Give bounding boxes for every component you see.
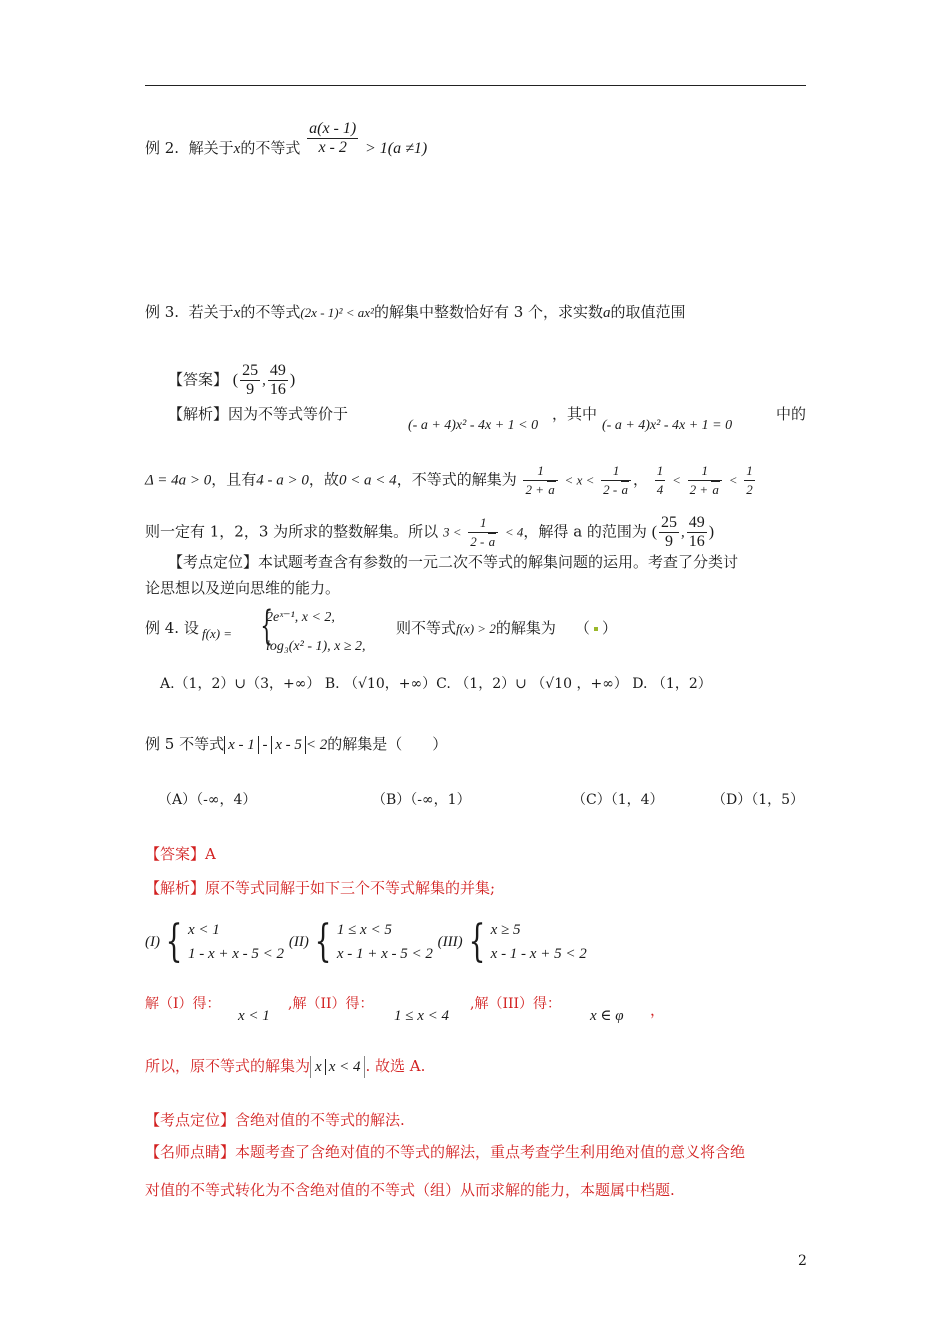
kaodian-label: 【考点定位】 (168, 553, 259, 571)
ex3-analysis2c: 4 - a > 0 (256, 472, 309, 489)
answer-n2: 49 (269, 362, 286, 379)
conclusion-choice: . 故选 A. (365, 1057, 426, 1075)
example-4-label: 例 4. 设 (145, 619, 199, 637)
sol-frac-5: $\frac{1}{2}$ (746, 463, 753, 497)
delta-expr: Δ = 4a > 0 (145, 472, 212, 489)
ex3-answer: 【答案】 ( $\frac{25}{9}$ , $\frac{49}{16}$ ) (168, 362, 296, 398)
ex4-fx: f(x) = (202, 626, 233, 641)
ex3-analysis3d: ，解得 a 的范围为 (523, 522, 647, 541)
ex5-option-c: （C）（1，4） (572, 792, 664, 808)
range-frac: $\frac{1}{2 - a}$ (468, 514, 498, 551)
kaodian-text-2: 论思想以及逆向思维的能力。 (145, 579, 341, 597)
ex4-ineq: f(x) > 2 (456, 621, 496, 636)
ex4-case1: 2eˣ⁻¹, x < 2, (266, 610, 335, 625)
solution-set (310, 1056, 365, 1078)
ex4-text2: 的解集为 (495, 619, 556, 637)
ex3-text4: 的取值范围 (610, 303, 686, 321)
ex5-text: 的解集是（ ） (327, 735, 448, 753)
ex3-kaodian (168, 552, 738, 572)
ex5-analysis: 【解析】原不等式同解于如下三个不等式解集的并集; (145, 879, 496, 897)
ex3-analysis3b: 3 < (442, 524, 462, 540)
ex5-kaodian: 【考点定位】含绝对值的不等式的解法. (145, 1111, 405, 1129)
ex2-numerator: a(x - 1) (309, 119, 357, 137)
range-n2: 49 (688, 514, 705, 531)
page-number: 2 (798, 1253, 807, 1269)
ex2-text1: 解关于 (188, 139, 234, 157)
answer-d2: 16 (269, 381, 286, 398)
ex2-fraction (307, 120, 358, 157)
ex3-analysis1: 因为不等式等价于 (228, 405, 349, 423)
set-cond: x < 4 (328, 1059, 361, 1075)
sys3-a: x ≥ 5 (490, 922, 521, 938)
sol-3-value: x ∈ φ (590, 1008, 624, 1024)
ex3-var2: a (603, 305, 611, 321)
ex5-option-d: （D）（1，5） (712, 792, 805, 808)
sol-frac-1: $\frac{1}{2 + a}$ (523, 462, 557, 499)
set-var: x (315, 1059, 322, 1075)
range-d1: 9 (665, 533, 674, 550)
sys3-brace: { (468, 916, 486, 967)
ex5-answer: 【答案】A (145, 845, 216, 863)
example-5-label: 例 5 不等式 (145, 735, 225, 753)
sys2-a: 1 ≤ x < 5 (336, 922, 392, 938)
ex3-eq1: (- a + 4)x² - 4x + 1 < 0 (408, 418, 539, 433)
sys3-b: x - 1 - x + 5 < 2 (490, 946, 587, 962)
sys1-b: 1 - x + x - 5 < 2 (188, 946, 285, 962)
answer-frac-2 (268, 362, 288, 399)
answer-label: 【答案】 (168, 370, 229, 389)
green-dot-marker (594, 627, 598, 631)
answer-frac-1 (240, 362, 260, 399)
ex3-inequality: (2x - 1)² < ax² (300, 305, 374, 320)
sys1 (188, 918, 284, 966)
ex3-var: x (233, 305, 241, 321)
example-3 (145, 302, 686, 323)
answer-n1: 25 (242, 362, 259, 379)
sol-2-value: 1 ≤ x < 4 (394, 1008, 450, 1024)
ex2-rhs: > 1(a ≠1) (365, 140, 428, 157)
ex2-denominator: x - 2 (318, 138, 347, 156)
ex5-rhs: < 2 (305, 737, 328, 753)
ex2-text2: 的不等式 (240, 139, 301, 157)
ex3-analysis-3: 则一定有 1，2，3 为所求的整数解集。所以 3 < $\frac{1}{2 - a}$ < 4，解得 a 的范围为 ( $\frac{25}{9}$ , $\frac{49}{16}$ ) (145, 514, 715, 550)
header-rule (145, 85, 806, 86)
sys2 (337, 918, 433, 966)
ex3-analysis3c: < 4 (504, 524, 524, 540)
ex5-option-a: （A）（-∞，4） (158, 792, 257, 808)
ex4-paren-close: ） (601, 619, 617, 637)
conclusion-text: 所以，原不等式的解集为 (145, 1057, 311, 1075)
sol-1-label: 解（I）得： (145, 996, 221, 1012)
answer-d1: 9 (246, 381, 255, 398)
ex5-conclusion (145, 1056, 425, 1078)
ex4-paren-open: （ (574, 619, 590, 637)
ex5-systems (145, 918, 587, 966)
sys1-label: (I) (145, 934, 160, 950)
kaodian-text: 本试题考查含有参数的一元二次不等式的解集问题的运用。考查了分类讨 (258, 553, 739, 571)
ex3-analysis-1 (168, 404, 348, 424)
ex3-text3: 的解集中整数恰好有 3 个，求实数 (373, 303, 604, 321)
range-answer-2 (687, 514, 707, 551)
sys3 (491, 918, 587, 966)
abs-expr-1: x - 1 (224, 736, 259, 754)
sol-2-label: ,解（II）得： (288, 996, 374, 1012)
ex2-var: x (233, 141, 241, 157)
sys2-brace: { (314, 916, 332, 967)
example-2 (145, 119, 428, 159)
ex5-mingshi-2: 对值的不等式转化为不含绝对值的不等式（组）从而求解的能力，本题属中档题. (145, 1181, 675, 1199)
range-answer-1 (659, 514, 679, 551)
range-d2: 16 (688, 533, 705, 550)
ex3-analysis1c: 中的 (776, 405, 807, 423)
ex3-analysis2d: ，故 (308, 470, 339, 489)
ex3-eq2: (- a + 4)x² - 4x + 1 = 0 (602, 418, 733, 433)
sol-frac-2: $\frac{1}{2 - a}$ (601, 462, 631, 499)
analysis-label: 【解析】 (168, 405, 229, 423)
ex3-analysis-2: Δ = 4a > 0，且有4 - a > 0，故0 < a < 4，不等式的解集为 $\frac{1}{2 + a}$ < x < $\frac{1}{2 - a}$ ， $\frac{1}{4}$ < $\frac{1}{2 + a}$ < $\frac{1}{2}$ (145, 463, 753, 497)
sys3-label: (III) (437, 934, 463, 950)
sol-frac-3: $\frac{1}{4}$ (656, 463, 664, 497)
sys1-a: x < 1 (188, 922, 220, 938)
example-5: 例 5 不等式 x - 1 - x - 5 < 2的解集是（ ） (145, 735, 448, 753)
sol-end: ， (650, 1001, 666, 1019)
ex4-question (396, 618, 617, 639)
ex4-case2: log₃(x² - 1), x ≥ 2, (266, 639, 366, 654)
ex3-text1: 若关于 (188, 303, 234, 321)
sol-3-label: ,解（III）得： (470, 996, 562, 1012)
sol-1-value: x < 1 (238, 1008, 270, 1024)
ex4-brace: { (260, 603, 274, 649)
example-2-label: 例 2. (145, 139, 180, 157)
ex4-options: A.（1，2）∪（3，+∞） B. （√10，+∞）C. （1，2）∪ （√10 ，+∞） D. （1，2） (160, 676, 712, 692)
ex3-analysis1b: ，其中 (552, 405, 598, 423)
ex5-option-b: （B）（-∞，1） (372, 792, 471, 808)
ex3-text2: 的不等式 (240, 303, 301, 321)
ex5-mingshi: 【名师点睛】本题考查了含绝对值的不等式的解法，重点考查学生利用绝对值的意义将含绝 (145, 1143, 746, 1161)
ex3-analysis2e: 0 < a < 4 (338, 472, 397, 489)
sol-frac-4: $\frac{1}{2 + a}$ (688, 462, 722, 499)
sys1-brace: { (165, 916, 183, 967)
range-n1: 25 (661, 514, 678, 531)
example-3-label: 例 3. (145, 303, 180, 321)
ex3-analysis2b: ，且有 (211, 470, 257, 489)
example-4 (145, 618, 199, 638)
ex3-analysis2f: ，不等式的解集为 (396, 470, 517, 489)
abs-expr-2: x - 5 (271, 736, 306, 754)
sys2-b: x - 1 + x - 5 < 2 (336, 946, 433, 962)
ex3-analysis3a: 则一定有 1，2，3 为所求的整数解集。所以 (145, 522, 439, 541)
sys2-label: (II) (288, 934, 309, 950)
ex4-text1: 则不等式 (396, 619, 457, 637)
